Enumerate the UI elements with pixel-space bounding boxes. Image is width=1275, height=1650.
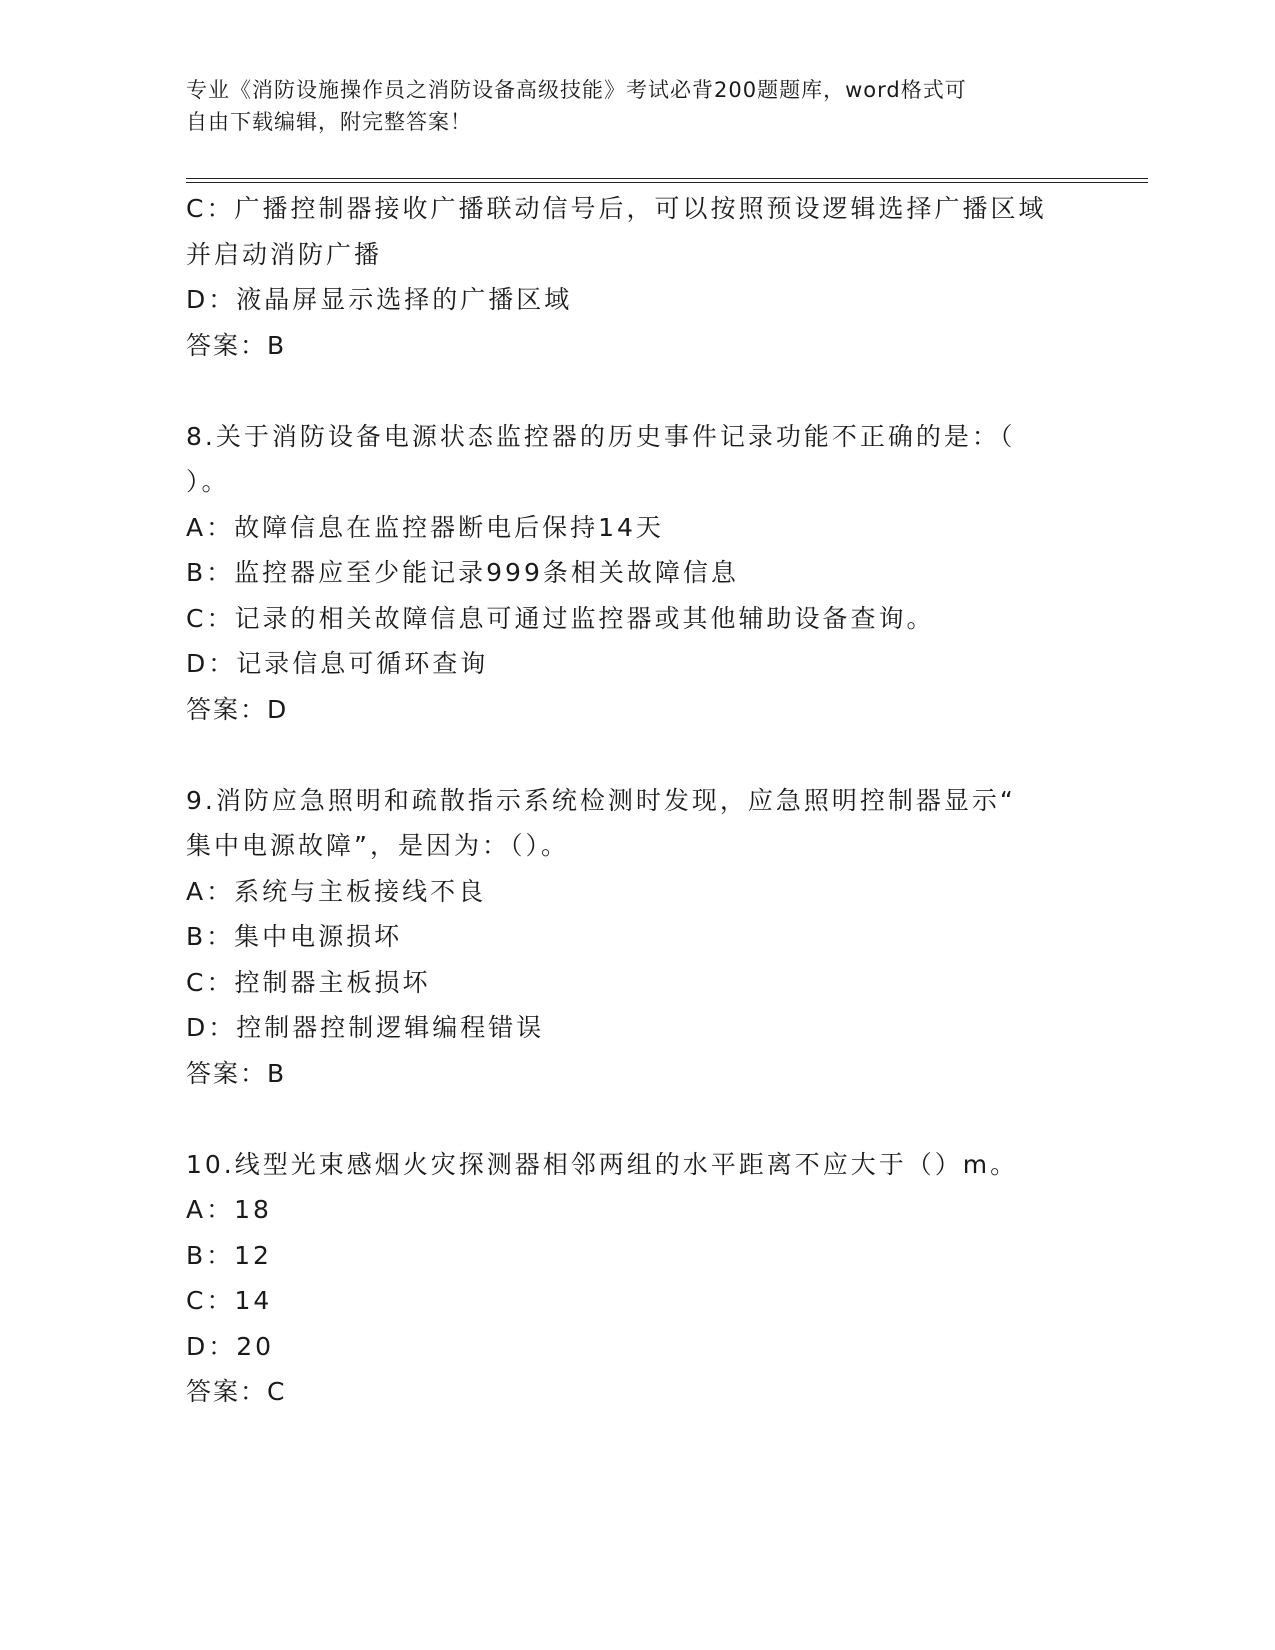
question-8 [186, 414, 1086, 733]
option-d: D：液晶屏显示选择的广播区域 [186, 285, 573, 314]
document-header [186, 74, 1066, 138]
option-c-line-1: C：广播控制器接收广播联动信号后，可以按照预设逻辑选择广播区域 [186, 194, 1047, 223]
question-list [186, 186, 1086, 1415]
option-c-line-2: 并启动消防广播 [186, 239, 383, 269]
question-7-continued [186, 186, 1086, 368]
option-a: A：18 [186, 1195, 272, 1224]
option-b: B：12 [186, 1240, 272, 1270]
answer: 答案：B [186, 1058, 287, 1088]
question-stem-line-1: 10.线型光束感烟火灾探测器相邻两组的水平距离不应大于（）m。 [186, 1149, 1019, 1179]
option-b: B：监控器应至少能记录999条相关故障信息 [186, 558, 739, 587]
option-a: A：故障信息在监控器断电后保持14天 [186, 512, 664, 542]
option-c: C：记录的相关故障信息可通过监控器或其他辅助设备查询。 [186, 603, 935, 633]
answer: 答案：B [186, 330, 287, 360]
question-stem-line-1: 9.消防应急照明和疏散指示系统检测时发现，应急照明控制器显示“ [186, 785, 1016, 815]
option-c: C：14 [186, 1286, 273, 1315]
option-d: D：控制器控制逻辑编程错误 [186, 1013, 545, 1042]
answer: 答案：C [186, 1377, 287, 1406]
header-line-2: 自由下载编辑，附完整答案！ [186, 110, 472, 134]
option-d: D：记录信息可循环查询 [186, 649, 489, 678]
answer: 答案：D [186, 694, 289, 724]
spacer [186, 1096, 1086, 1142]
question-stem-line-1: 8.关于消防设备电源状态监控器的历史事件记录功能不正确的是：（ [186, 421, 1016, 451]
option-a: A：系统与主板接线不良 [186, 876, 487, 906]
option-c: C：控制器主板损坏 [186, 967, 431, 997]
question-stem-line-2: 集中电源故障”，是因为：（）。 [186, 831, 569, 860]
header-line-1: 专业《消防设施操作员之消防设备高级技能》考试必背200题题库，word格式可 [186, 78, 967, 102]
option-d: D：20 [186, 1331, 275, 1361]
spacer [186, 368, 1086, 414]
question-stem-line-2: ）。 [186, 467, 230, 496]
question-10 [186, 1142, 1086, 1415]
header-divider [186, 178, 1148, 183]
spacer [186, 732, 1086, 778]
question-9 [186, 778, 1086, 1097]
option-b: B：集中电源损坏 [186, 922, 403, 951]
